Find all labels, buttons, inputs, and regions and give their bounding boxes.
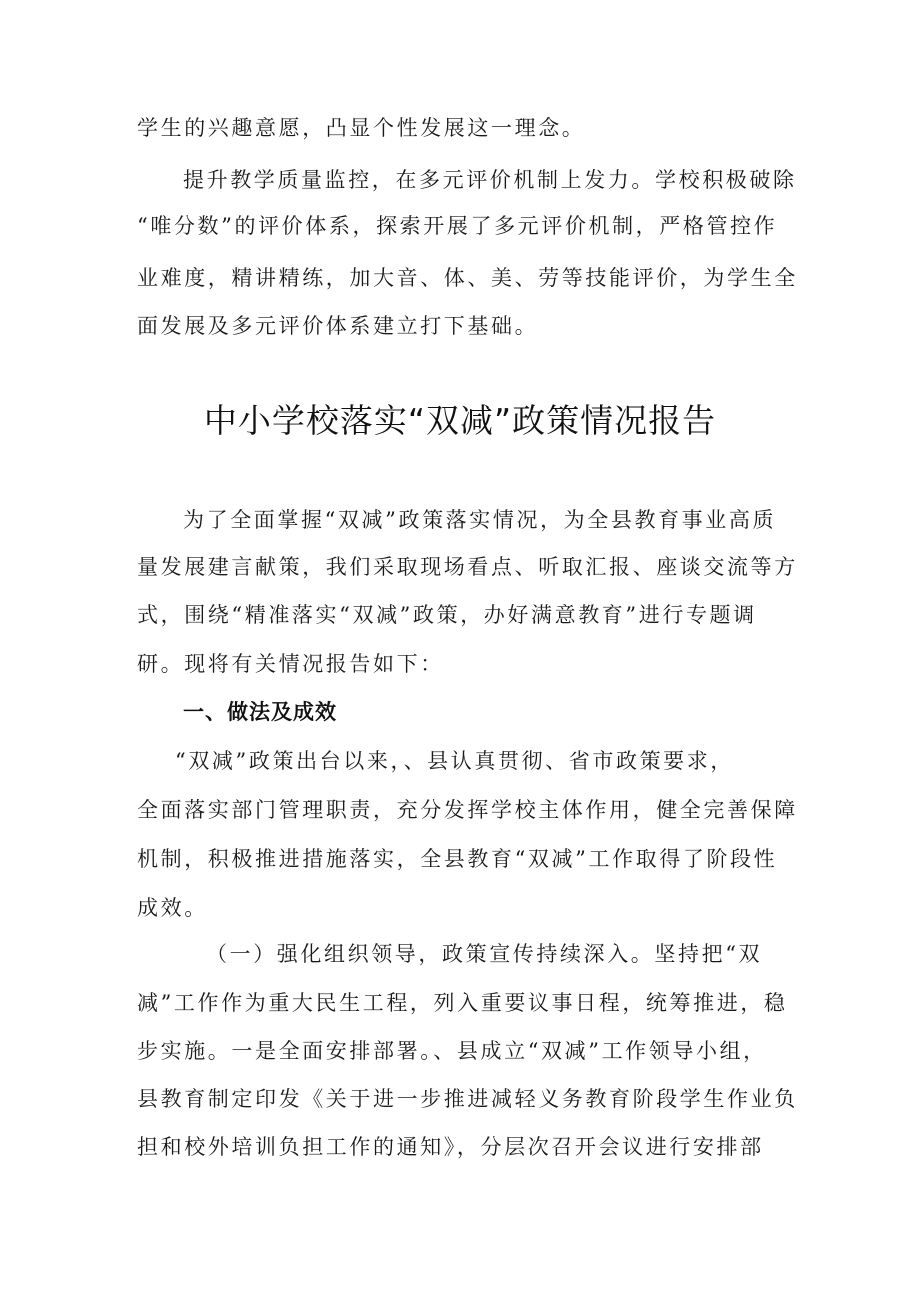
- paragraph-line: 提升教学质量监控，在多元评价机制上发力。学校积极破除: [183, 168, 797, 192]
- paragraph-line: 机制，积极推进措施落实，全县教育“双减”工作取得了阶段性: [137, 847, 778, 871]
- paragraph-line: （一）强化组织领导，政策宣传持续深入。坚持把“双: [206, 942, 763, 966]
- paragraph-line: “双减”政策出台以来，、县认真贯彻、省市政策要求，: [175, 749, 734, 773]
- paragraph-line: 县教育制定印发《关于进一步推进减轻义务教育阶段学生作业负: [137, 1087, 798, 1111]
- paragraph-line: 业难度，精讲精练，加大音、体、美、劳等技能评价，为学生全: [137, 266, 798, 290]
- paragraph-line: 面发展及多元评价体系建立打下基础。: [137, 314, 539, 338]
- report-title: 中小学校落实“双减”政策情况报告: [203, 401, 717, 440]
- paragraph-line: 学生的兴趣意愿，凸显个性发展这一理念。: [137, 116, 586, 140]
- paragraph-line: 全面落实部门管理职责，充分发挥学校主体作用，健全完善保障: [137, 798, 798, 822]
- paragraph-line: 式，围绕“精准落实“双减”政策，办好满意教育”进行专题调: [137, 603, 757, 627]
- paragraph-line: 步实施。一是全面安排部署。、县成立“双减”工作领导小组，: [137, 1039, 767, 1063]
- paragraph-line: 减”工作作为重大民生工程，列入重要议事日程，统筹推进，稳: [137, 991, 788, 1015]
- paragraph-line: 成效。: [137, 896, 208, 920]
- paragraph-line: 量发展建言献策，我们采取现场看点、听取汇报、座谈交流等方: [137, 555, 798, 579]
- paragraph-line: 担和校外培训负担工作的通知》，分层次召开会议进行安排部: [137, 1135, 764, 1159]
- section-heading: 一、做法及成效: [183, 700, 337, 724]
- paragraph-line: 为了全面掌握“双减”政策落实情况，为全县教育事业高质: [183, 508, 777, 532]
- paragraph-line: 研。现将有关情况报告如下：: [137, 652, 444, 676]
- paragraph-line: “唯分数”的评价体系，探索开展了多元评价机制，严格管控作: [137, 214, 778, 238]
